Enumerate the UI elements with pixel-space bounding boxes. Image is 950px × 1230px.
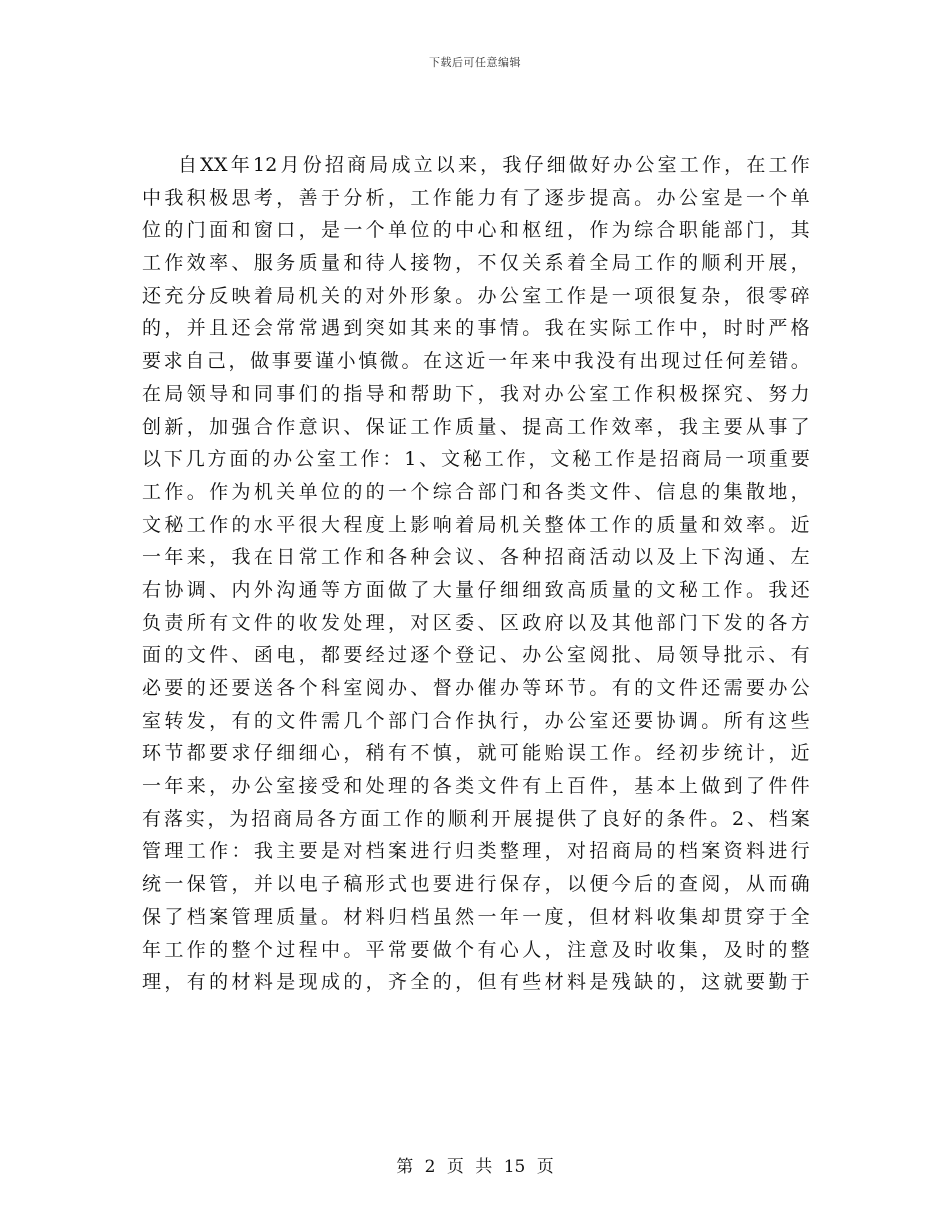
text-line: 统一保管，并以电子稿形式也要进行保存，以便今后的查阅，从而确 <box>142 873 810 896</box>
text-line: 位的门面和窗口，是一个单位的中心和枢纽，作为综合职能部门，其 <box>142 219 810 242</box>
text-line: 一年来，我在日常工作和各种会议、各种招商活动以及上下沟通、左 <box>142 546 810 569</box>
text-line: 有落实，为招商局各方面工作的顺利开展提供了良好的条件。2、档案 <box>142 807 810 830</box>
text-line: 保了档案管理质量。材料归档虽然一年一度，但材料收集却贯穿于全 <box>142 905 810 928</box>
text-line: 管理工作：我主要是对档案进行归类整理，对招商局的档案资料进行 <box>142 840 810 863</box>
text-line: 在局领导和同事们的指导和帮助下，我对办公室工作积极探究、努力 <box>142 382 810 405</box>
text-line: 文秘工作的水平很大程度上影响着局机关整体工作的质量和效率。近 <box>142 513 810 536</box>
text-line: 负责所有文件的收发处理，对区委、区政府以及其他部门下发的各方 <box>142 611 810 634</box>
text-line: 自XX年12月份招商局成立以来，我仔细做好办公室工作，在工作 <box>178 154 810 176</box>
text-line: 右协调、内外沟通等方面做了大量仔细细致高质量的文秘工作。我还 <box>142 578 810 601</box>
page-footer: 第 2 页 共 15 页 <box>396 1157 554 1177</box>
text-line: 以下几方面的办公室工作：1、文秘工作，文秘工作是招商局一项重要 <box>142 448 810 471</box>
text-line: 面的文件、函电，都要经过逐个登记、办公室阅批、局领导批示、有 <box>142 644 810 667</box>
text-line: 环节都要求仔细细心，稍有不慎，就可能贻误工作。经初步统计，近 <box>142 742 810 765</box>
text-line: 的，并且还会常常遇到突如其来的事情。我在实际工作中，时时严格 <box>142 317 810 340</box>
text-line: 年工作的整个过程中。平常要做个有心人，注意及时收集，及时的整 <box>142 938 810 961</box>
text-line: 创新，加强合作意识、保证工作质量、提高工作效率，我主要从事了 <box>142 415 810 438</box>
text-line: 工作效率、服务质量和待人接物，不仅关系着全局工作的顺利开展， <box>142 252 810 275</box>
page-header: 下载后可任意编辑 <box>429 56 521 69</box>
text-line: 室转发，有的文件需几个部门合作执行，办公室还要协调。所有这些 <box>142 709 810 732</box>
text-line: 必要的还要送各个科室阅办、督办催办等环节。有的文件还需要办公 <box>142 677 810 699</box>
text-line: 理，有的材料是现成的，齐全的，但有些材料是残缺的，这就要勤于 <box>142 971 810 994</box>
text-line: 一年来，办公室接受和处理的各类文件有上百件，基本上做到了件件 <box>142 775 810 798</box>
text-line: 工作。作为机关单位的的一个综合部门和各类文件、信息的集散地， <box>142 480 810 503</box>
text-line: 要求自己，做事要谨小慎微。在这近一年来中我没有出现过任何差错。 <box>142 350 810 373</box>
text-line: 中我积极思考，善于分析，工作能力有了逐步提高。办公室是一个单 <box>142 186 810 209</box>
body-paragraph <box>142 149 810 999</box>
text-line: 还充分反映着局机关的对外形象。办公室工作是一项很复杂，很零碎 <box>142 284 810 307</box>
